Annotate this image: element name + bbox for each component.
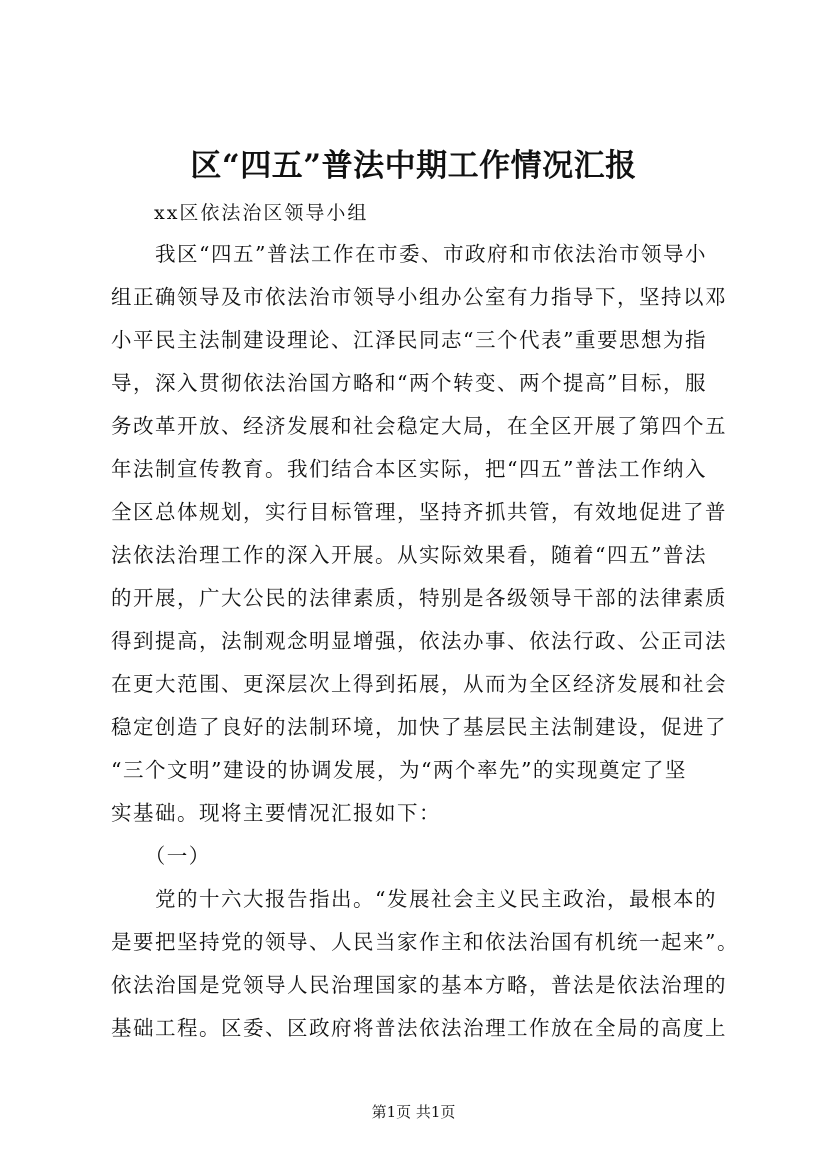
paragraph-line: 依法治国是党领导人民治理国家的基本方略，普法是依法治理的 [111, 973, 727, 997]
paragraph-line: 法依法治理工作的深入开展。从实际效果看，随着“四五”普法 [111, 543, 707, 567]
paragraph-line: “三个文明”建设的协调发展，为“两个率先”的实现奠定了坚 [111, 758, 687, 782]
section-heading: （一） [111, 844, 211, 868]
paragraph-line: 组正确领导及市依法治市领导小组办公室有力指导下，坚持以邓 [111, 285, 727, 309]
paragraph-line: 我区“四五”普法工作在市委、市政府和市依法治市领导小 [111, 242, 707, 266]
paragraph-line: 年法制宣传教育。我们结合本区实际，把“四五”普法工作纳入 [111, 457, 707, 481]
paragraph-line: 小平民主法制建设理论、江泽民同志“三个代表”重要思想为指 [111, 328, 707, 352]
paragraph-line: 基础工程。区委、区政府将普法依法治理工作放在全局的高度上 [111, 1016, 727, 1040]
paragraph-line: 是要把坚持党的领导、人民当家作主和依法治国有机统一起来”。 [111, 930, 739, 954]
paragraph-line: 务改革开放、经济发展和社会稳定大局，在全区开展了第四个五 [111, 414, 727, 438]
paragraph-line: 在更大范围、更深层次上得到拓展，从而为全区经济发展和社会 [111, 672, 727, 696]
page-footer: 第1页 共1页 [371, 1103, 456, 1121]
document-title: 区“四五”普法中期工作情况汇报 [190, 148, 637, 184]
paragraph-line: 的开展，广大公民的法律素质，特别是各级领导干部的法律素质 [111, 586, 727, 610]
document-author: xx区依法治区领导小组 [154, 202, 369, 224]
paragraph-line: 党的十六大报告指出。“发展社会主义民主政治，最根本的 [111, 887, 717, 911]
paragraph-line: 得到提高，法制观念明显增强，依法办事、依法行政、公正司法 [111, 629, 727, 653]
paragraph-line: 导，深入贯彻依法治国方略和“两个转变、两个提高”目标，服 [111, 371, 707, 395]
paragraph-line: 全区总体规划，实行目标管理，坚持齐抓共管，有效地促进了普 [111, 500, 727, 524]
paragraph-line: 实基础。现将主要情况汇报如下： [111, 801, 441, 825]
paragraph-line: 稳定创造了良好的法制环境，加快了基层民主法制建设，促进了 [111, 715, 727, 739]
